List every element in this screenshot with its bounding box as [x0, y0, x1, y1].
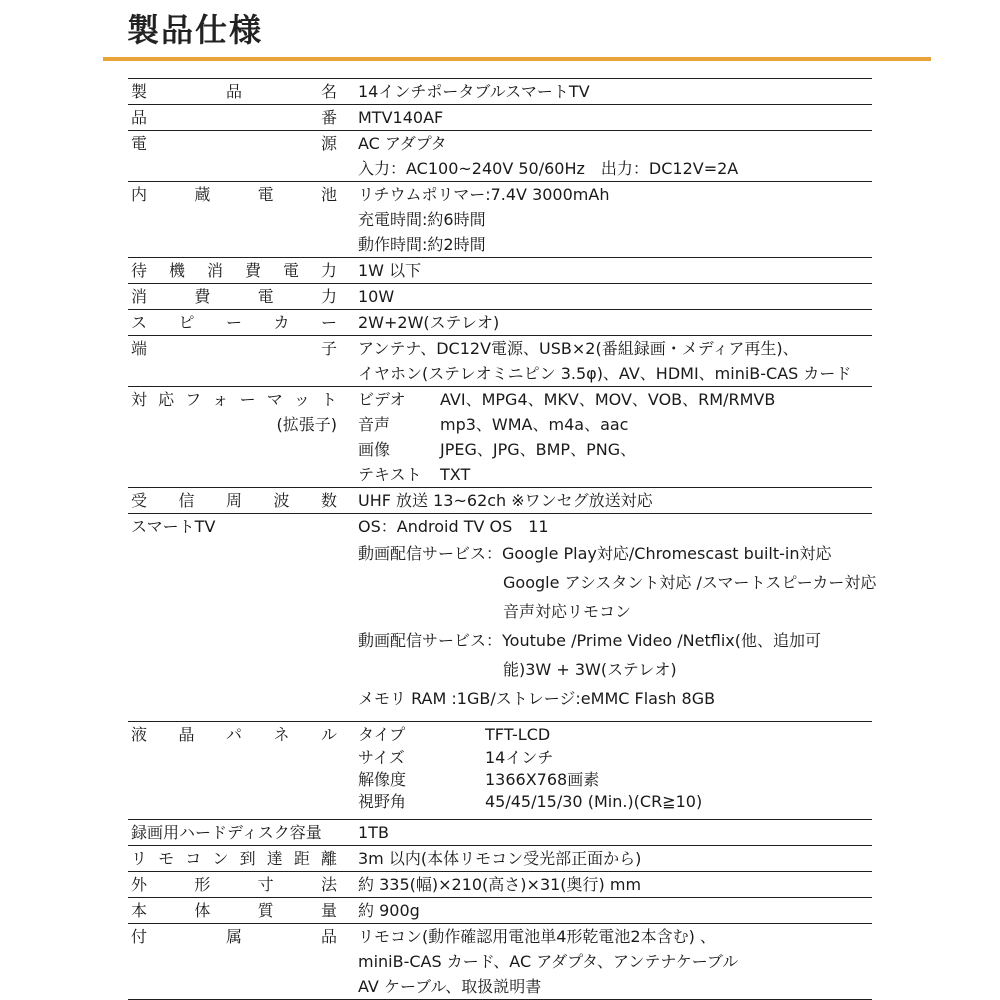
spec-row-product-name: [128, 78, 872, 104]
lcd-key: サイズ: [358, 748, 405, 767]
spec-row-accessories: [128, 923, 872, 1000]
label-char: マ: [266, 390, 283, 409]
spec-row-reception: [128, 487, 872, 513]
label-char: 製: [131, 82, 148, 101]
label-char: ッ: [293, 390, 310, 409]
label-char: 蔵: [194, 185, 211, 204]
spec-value: リモコン(動作確認用電池単4形乾電池2本含む) 、: [358, 927, 716, 946]
label-char: 到: [239, 849, 256, 868]
spec-value: 14インチポータブルスマートTV: [358, 82, 590, 101]
label-char: ス: [131, 313, 148, 332]
label-char: 電: [131, 134, 148, 153]
spec-label: [131, 722, 337, 747]
label-char: モ: [158, 849, 175, 868]
spec-value: 1W 以下: [358, 261, 422, 280]
spec-value: 約 335(幅)×210(高さ)×31(奥行) mm: [358, 875, 642, 894]
spec-label: [131, 310, 337, 335]
label-char: 属: [225, 927, 242, 946]
spec-label: [131, 79, 337, 104]
label-char: 体: [194, 901, 211, 920]
lcd-value: 1366X768画素: [485, 770, 600, 789]
label-char: 距: [293, 849, 310, 868]
spec-row-standby-power: [128, 257, 872, 283]
spec-value: 入力：AC100~240V 50/60Hz 出力：DC12V=2A: [358, 159, 739, 178]
format-key: 音声: [358, 415, 391, 434]
label-char: 源: [320, 134, 337, 153]
spec-value: UHF 放送 13~62ch ※ワンセグ放送対応: [358, 491, 653, 510]
spec-table: [128, 78, 877, 1000]
label-char: ー: [320, 313, 337, 332]
label-char: ォ: [212, 390, 229, 409]
spec-value: miniB-CAS カード、AC アダプタ、アンテナケーブル: [358, 952, 739, 971]
spec-value: リチウムポリマー:7.4V 3000mAh: [358, 185, 610, 204]
label-char: 対: [131, 390, 148, 409]
spec-value: 3m 以内(本体リモコン受光部正面から): [358, 849, 642, 868]
label-char: カ: [273, 313, 290, 332]
spec-label: [131, 872, 337, 897]
spec-value: OS：Android TV OS 11: [358, 517, 549, 536]
label-char: 外: [131, 875, 148, 894]
spec-label: [131, 924, 337, 949]
spec-value: 動画配信サービス：Youtube /Prime Video /Netflix(他、追加可: [358, 631, 822, 650]
spec-value: Google アシスタント対応 /スマートスピーカー対応: [503, 573, 877, 592]
label-char: 費: [244, 261, 261, 280]
label-char: 子: [320, 339, 337, 358]
label-char: 品: [131, 108, 148, 127]
spec-value: 約 900g: [358, 901, 420, 920]
spec-label: [131, 258, 337, 283]
label-char: 電: [257, 185, 274, 204]
label-char: 品: [320, 927, 337, 946]
label-char: 質: [257, 901, 274, 920]
spec-value: AC アダプタ: [358, 134, 447, 153]
label-char: 費: [194, 287, 211, 306]
spec-value: イヤホン(ステレオミニピン 3.5φ)、AV、HDMI、miniB-CAS カード: [358, 364, 852, 383]
label-char: 品: [225, 82, 242, 101]
format-key: ビデオ: [358, 390, 406, 409]
spec-value: MTV140AF: [358, 108, 444, 127]
label-char: 番: [320, 108, 337, 127]
spec-label: [131, 898, 337, 923]
label-char: 力: [320, 287, 337, 306]
label-char: 電: [257, 287, 274, 306]
label-char: 付: [131, 927, 148, 946]
lcd-value: 14インチ: [485, 748, 554, 767]
format-value: JPEG、JPG、BMP、PNG、: [440, 440, 637, 459]
label-char: 消: [131, 287, 148, 306]
page-title: 製品仕様: [127, 11, 264, 49]
label-char: 内: [131, 185, 148, 204]
spec-row-dimensions: [128, 871, 872, 897]
label-char: 受: [131, 491, 148, 510]
label-char: ー: [225, 313, 242, 332]
spec-value: 10W: [358, 287, 395, 306]
format-value: TXT: [440, 465, 471, 484]
label-char: 名: [320, 82, 337, 101]
spec-value: 1TB: [358, 823, 389, 842]
title-underline: [103, 57, 931, 61]
label-char: 消: [206, 261, 223, 280]
label-char: 電: [282, 261, 299, 280]
spec-row-model-number: [128, 104, 872, 130]
label-char: ル: [320, 725, 337, 744]
lcd-key: 解像度: [358, 770, 407, 789]
label-char: 液: [131, 725, 148, 744]
label-char: 機: [168, 261, 185, 280]
label-char: ー: [239, 390, 256, 409]
spec-label: [131, 336, 337, 361]
label-char: 達: [266, 849, 283, 868]
spec-value: AV ケーブル、取扱説明書: [358, 977, 542, 996]
label-char: 離: [320, 849, 337, 868]
spec-label: [131, 284, 337, 309]
format-key: 画像: [358, 440, 391, 459]
spec-row-formats: [128, 386, 872, 487]
label-char: フ: [185, 390, 202, 409]
spec-sublabel: (拡張子): [276, 415, 337, 434]
lcd-key: 視野角: [358, 792, 407, 811]
spec-row-remote-range: [128, 845, 872, 871]
spec-label: 録画用ハードディスク容量: [131, 823, 322, 842]
label-char: 波: [273, 491, 290, 510]
format-key: テキスト: [358, 465, 422, 484]
label-char: 法: [320, 875, 337, 894]
label-char: 量: [320, 901, 337, 920]
label-char: ピ: [178, 313, 195, 332]
label-char: 池: [320, 185, 337, 204]
spec-value: 音声対応リモコン: [503, 602, 632, 621]
spec-row-hdd: [128, 819, 872, 845]
label-char: ン: [212, 849, 229, 868]
label-char: 応: [158, 390, 175, 409]
spec-row-terminals: [128, 335, 872, 386]
spec-label: スマートTV: [131, 517, 216, 536]
label-char: 数: [320, 491, 337, 510]
spec-row-speaker: [128, 309, 872, 335]
lcd-value: TFT-LCD: [485, 725, 551, 744]
label-char: 力: [320, 261, 337, 280]
spec-label: [131, 131, 337, 156]
spec-row-battery: [128, 181, 872, 257]
label-char: リ: [131, 849, 148, 868]
spec-value: アンテナ、DC12V電源、USB×2(番組録画・メディア再生)、: [358, 339, 799, 358]
label-char: 形: [194, 875, 211, 894]
lcd-key: タイプ: [358, 725, 406, 744]
spec-label: [131, 846, 337, 871]
lcd-value: 45/45/15/30 (Min.)(CR≧10): [485, 792, 703, 811]
label-char: 周: [225, 491, 242, 510]
label-char: 信: [178, 491, 195, 510]
spec-label: [131, 182, 337, 207]
label-char: パ: [225, 725, 242, 744]
spec-value: 2W+2W(ステレオ): [358, 313, 500, 332]
spec-row-power: [128, 130, 872, 181]
label-char: 端: [131, 339, 148, 358]
spec-value: 動作時間:約2時間: [358, 235, 486, 254]
label-char: ト: [320, 390, 337, 409]
label-char: ネ: [273, 725, 290, 744]
spec-value: 充電時間:約6時間: [358, 210, 486, 229]
format-value: AVI、MPG4、MKV、MOV、VOB、RM/RMVB: [440, 390, 776, 409]
spec-label: [131, 387, 337, 412]
spec-row-lcd: [128, 721, 872, 819]
format-value: mp3、WMA、m4a、aac: [440, 415, 629, 434]
label-char: コ: [185, 849, 202, 868]
spec-value: 動画配信サービス：Google Play対応/Chromescast built-in対応: [358, 544, 832, 563]
spec-row-smart-tv: [128, 513, 877, 721]
label-char: 待: [131, 261, 148, 280]
spec-label: [131, 105, 337, 130]
label-char: 本: [131, 901, 148, 920]
spec-value: 能)3W + 3W(ステレオ): [503, 660, 677, 679]
spec-row-power-consumption: [128, 283, 872, 309]
spec-value: メモリ RAM :1GB/ストレージ:eMMC Flash 8GB: [358, 689, 716, 708]
spec-label: [131, 488, 337, 513]
label-char: 晶: [178, 725, 195, 744]
spec-row-weight: [128, 897, 872, 923]
label-char: 寸: [257, 875, 274, 894]
